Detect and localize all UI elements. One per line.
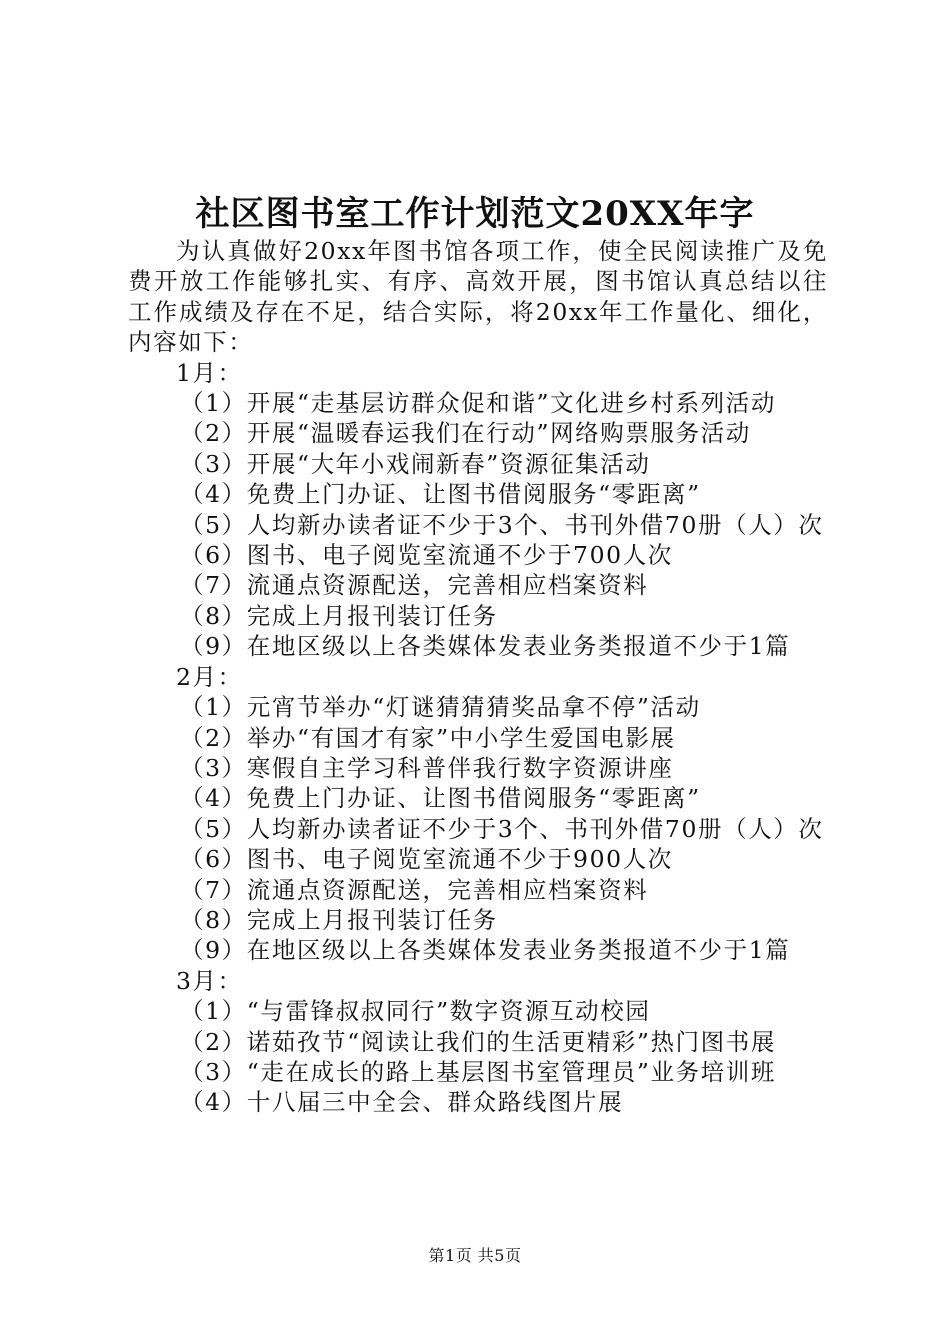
plan-item: （3）开展“大年小戏闹新春”资源征集活动 bbox=[180, 449, 651, 478]
plan-item: （9）在地区级以上各类媒体发表业务类报道不少于1篇 bbox=[180, 632, 791, 661]
plan-item: （4）免费上门办证、让图书借阅服务“零距离” bbox=[180, 480, 701, 509]
page-number-footer: 第1页 共5页 bbox=[428, 1246, 522, 1265]
intro-paragraph: 为认真做好20xx年图书馆各项工作，使全民阅读推广及免费开放工作能够扎实、有序、高效开展，图书馆认真总结以往工作成绩及存在不足，结合实际，将20xx年工作量化、细化，内容如下： bbox=[128, 237, 828, 357]
plan-item: （2）诺茹孜节“阅读让我们的生活更精彩”热门图书展 bbox=[180, 1027, 776, 1056]
plan-item: （1）元宵节举办“灯谜猜猜猜奖品拿不停”活动 bbox=[180, 693, 701, 722]
plan-item: （5）人均新办读者证不少于3个、书刊外借70册（人）次 bbox=[180, 510, 824, 539]
plan-item: （4）免费上门办证、让图书借阅服务“零距离” bbox=[180, 784, 701, 813]
month-section-3 bbox=[128, 966, 828, 1118]
month-heading: 1月： bbox=[176, 358, 243, 387]
plan-item: （9）在地区级以上各类媒体发表业务类报道不少于1篇 bbox=[180, 936, 791, 965]
month-section-1 bbox=[128, 358, 828, 662]
plan-item: （4）十八届三中全会、群众路线图片展 bbox=[180, 1088, 624, 1117]
plan-item: （2）举办“有国才有家”中小学生爱国电影展 bbox=[180, 723, 676, 752]
plan-item: （6）图书、电子阅览室流通不少于700人次 bbox=[180, 541, 673, 570]
document-title: 社区图书室工作计划范文20XX年字 bbox=[195, 194, 755, 234]
document-body bbox=[128, 236, 828, 1118]
plan-item: （3）“走在成长的路上基层图书室管理员”业务培训班 bbox=[180, 1057, 776, 1086]
plan-item: （1）“与雷锋叔叔同行”数字资源互动校园 bbox=[180, 997, 651, 1026]
plan-item: （8）完成上月报刊装订任务 bbox=[180, 601, 498, 630]
plan-item: （2）开展“温暖春运我们在行动”网络购票服务活动 bbox=[180, 419, 751, 448]
month-heading: 3月： bbox=[176, 966, 243, 995]
plan-item: （5）人均新办读者证不少于3个、书刊外借70册（人）次 bbox=[180, 814, 824, 843]
month-section-2 bbox=[128, 662, 828, 966]
plan-item: （3）寒假自主学习科普伴我行数字资源讲座 bbox=[180, 753, 674, 782]
plan-item: （6）图书、电子阅览室流通不少于900人次 bbox=[180, 845, 673, 874]
plan-item: （8）完成上月报刊装订任务 bbox=[180, 905, 498, 934]
plan-item: （1）开展“走基层访群众促和谐”文化进乡村系列活动 bbox=[180, 389, 776, 418]
plan-item: （7）流通点资源配送，完善相应档案资料 bbox=[180, 875, 649, 904]
month-heading: 2月： bbox=[176, 662, 243, 691]
plan-item: （7）流通点资源配送，完善相应档案资料 bbox=[180, 571, 649, 600]
